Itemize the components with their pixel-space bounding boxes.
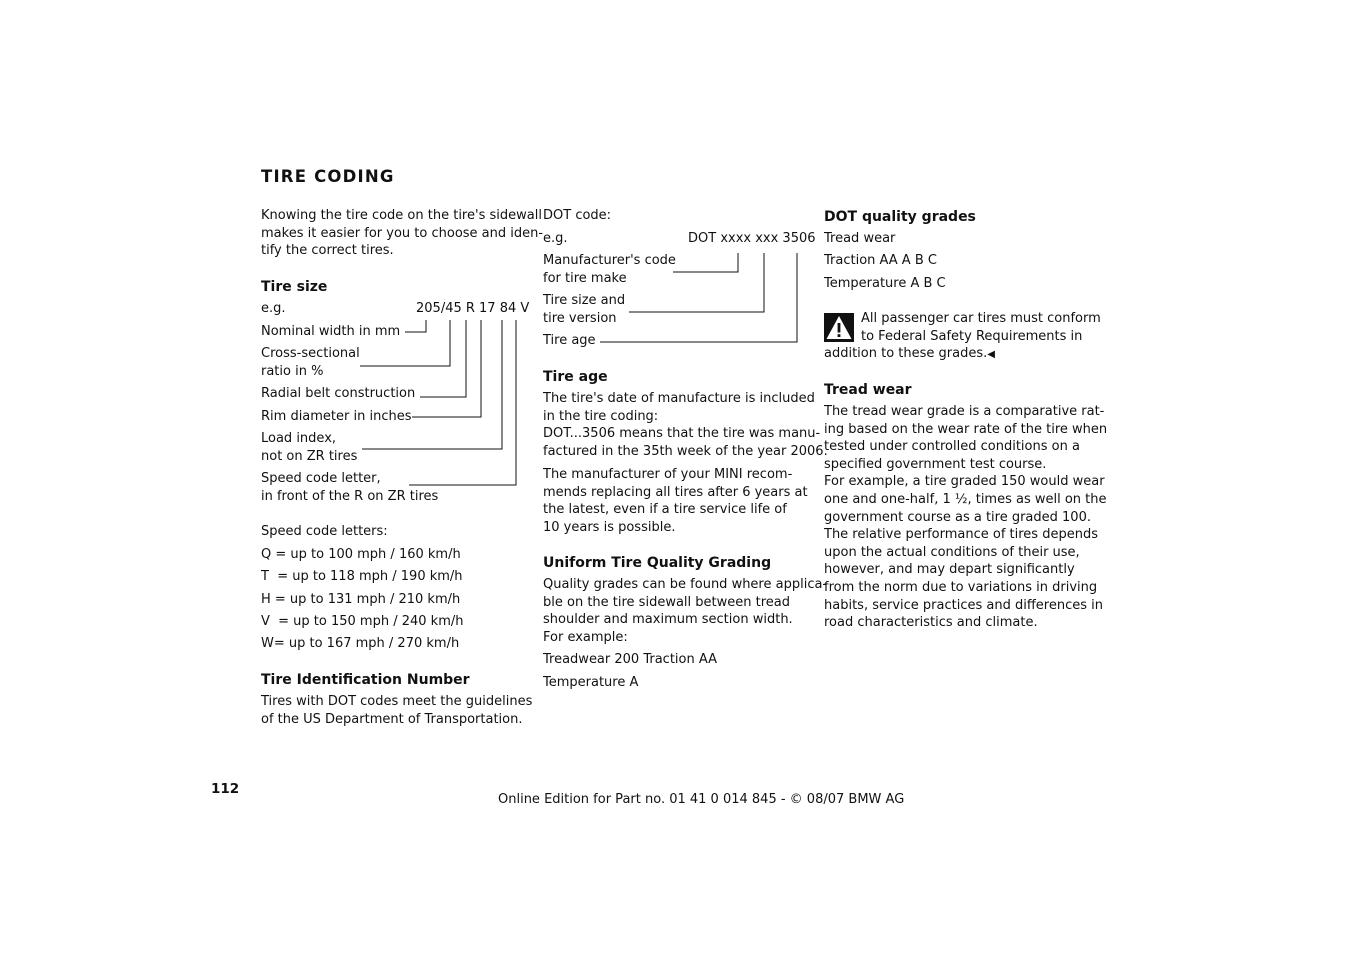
label-cross-sectional: Cross-sectional — [261, 346, 360, 361]
utqg-example-2: Temperature A — [543, 675, 639, 690]
utqg-line: shoulder and maximum section width. — [543, 612, 793, 628]
tread-line: from the norm due to variations in driving — [824, 579, 1098, 595]
warning-line: to Federal Safety Requirements in — [861, 329, 1083, 344]
tin-heading: Tire Identification Number — [261, 672, 470, 688]
tire-size-code: 205/45 R 17 84 V — [416, 301, 530, 316]
label-load-index-2: not on ZR tires — [261, 449, 358, 464]
tin-line: of the US Department of Transportation. — [261, 711, 523, 727]
tire-age-heading: Tire age — [543, 369, 608, 385]
end-mark-icon: ◀ — [987, 349, 995, 360]
leader-rim-diameter — [412, 320, 481, 417]
tire-age-line: the latest, even if a tire service life of — [543, 502, 787, 518]
utqg-example-1: Treadwear 200 Traction AA — [543, 652, 717, 667]
dot-code-example: DOT xxxx xxx 3506 — [688, 231, 816, 246]
leader-speed-code — [409, 320, 516, 485]
tin-line: Tires with DOT codes meet the guidelines — [261, 694, 533, 709]
speed-code-item: V = up to 150 mph / 240 km/h — [261, 614, 464, 629]
tire-age-line: mends replacing all tires after 6 years at — [543, 484, 808, 500]
label-tire-age: Tire age — [543, 333, 596, 348]
tread-wear-heading: Tread wear — [824, 382, 912, 398]
tire-age-line: The manufacturer of your MINI recom- — [543, 467, 793, 482]
page-title: TIRE CODING — [261, 167, 395, 186]
tread-line: upon the actual conditions of their use, — [824, 544, 1080, 560]
label-manufacturer-code-2: for tire make — [543, 271, 627, 286]
tire-age-line: DOT...3506 means that the tire was manu- — [543, 426, 821, 442]
label-nominal-width: Nominal width in mm — [261, 324, 401, 339]
label-load-index: Load index, — [261, 431, 337, 446]
tread-line: The relative performance of tires depends — [824, 527, 1098, 543]
label-speed-code-2: in front of the R on ZR tires — [261, 489, 439, 504]
leader-radial-belt — [420, 320, 466, 397]
label-speed-code: Speed code letter, — [261, 471, 381, 486]
utqg-line: For example: — [543, 629, 628, 645]
intro-line: Knowing the tire code on the tire's sidewall — [261, 208, 542, 223]
tread-line: road characteristics and climate. — [824, 615, 1038, 631]
speed-code-item: Q = up to 100 mph / 160 km/h — [261, 547, 461, 562]
label-cross-sectional-2: ratio in % — [261, 364, 324, 379]
tire-size-eg: e.g. — [261, 301, 286, 316]
utqg-heading: Uniform Tire Quality Grading — [543, 555, 772, 571]
tread-line: habits, service practices and differences in — [824, 597, 1103, 613]
speed-code-item: H = up to 131 mph / 210 km/h — [261, 592, 461, 607]
label-tire-size-version-2: tire version — [543, 311, 617, 326]
speed-code-item: W= up to 167 mph / 270 km/h — [261, 636, 460, 651]
intro-line: tify the correct tires. — [261, 243, 394, 259]
dot-grades-heading: DOT quality grades — [824, 209, 976, 225]
grade-item: Tread wear — [824, 231, 896, 246]
tire-size-heading: Tire size — [261, 279, 328, 295]
tread-line: For example, a tire graded 150 would wear — [824, 474, 1105, 490]
grade-item: Temperature A B C — [824, 276, 946, 291]
utqg-line: Quality grades can be found where applica- — [543, 577, 828, 592]
label-radial-belt: Radial belt construction — [261, 386, 416, 401]
tire-age-line: factured in the 35th week of the year 2006. — [543, 443, 828, 459]
tread-line: however, and may depart significantly — [824, 562, 1075, 578]
dot-code-label: DOT code: — [543, 208, 612, 223]
leader-tire-age — [600, 253, 797, 342]
tire-age-line: The tire's date of manufacture is included — [543, 391, 815, 406]
tire-age-line: 10 years is possible. — [543, 519, 676, 535]
tire-age-line: in the tire coding: — [543, 408, 659, 424]
tread-line: The tread wear grade is a comparative rat- — [824, 404, 1105, 419]
warning-line: addition to these grades. — [824, 346, 988, 361]
tread-line: one and one-half, 1 ½, times as well on the — [824, 491, 1107, 507]
leader-manufacturer-code — [673, 253, 738, 272]
page-number: 112 — [211, 781, 240, 797]
speed-codes-heading: Speed code letters: — [261, 524, 388, 539]
warning-line: All passenger car tires must conform — [861, 311, 1101, 326]
label-tire-size-version: Tire size and — [543, 293, 626, 308]
tread-line: government course as a tire graded 100. — [824, 509, 1091, 525]
intro-line: makes it easier for you to choose and iden- — [261, 225, 544, 241]
label-rim-diameter: Rim diameter in inches — [261, 409, 412, 424]
dot-eg: e.g. — [543, 231, 568, 246]
speed-code-item: T = up to 118 mph / 190 km/h — [261, 569, 463, 584]
leader-nominal-width — [405, 320, 426, 332]
leader-cross-sectional — [360, 320, 450, 366]
utqg-line: ble on the tire sidewall between tread — [543, 594, 790, 610]
tread-line: ing based on the wear rate of the tire when — [824, 421, 1108, 437]
tread-line: specified government test course. — [824, 456, 1047, 472]
footer-edition: Online Edition for Part no. 01 41 0 014 845 - © 08/07 BMW AG — [498, 792, 905, 807]
tread-line: tested under controlled conditions on a — [824, 439, 1080, 455]
label-manufacturer-code: Manufacturer's code — [543, 253, 676, 268]
leader-tire-size-version — [629, 253, 764, 312]
grade-item: Traction AA A B C — [824, 253, 937, 268]
